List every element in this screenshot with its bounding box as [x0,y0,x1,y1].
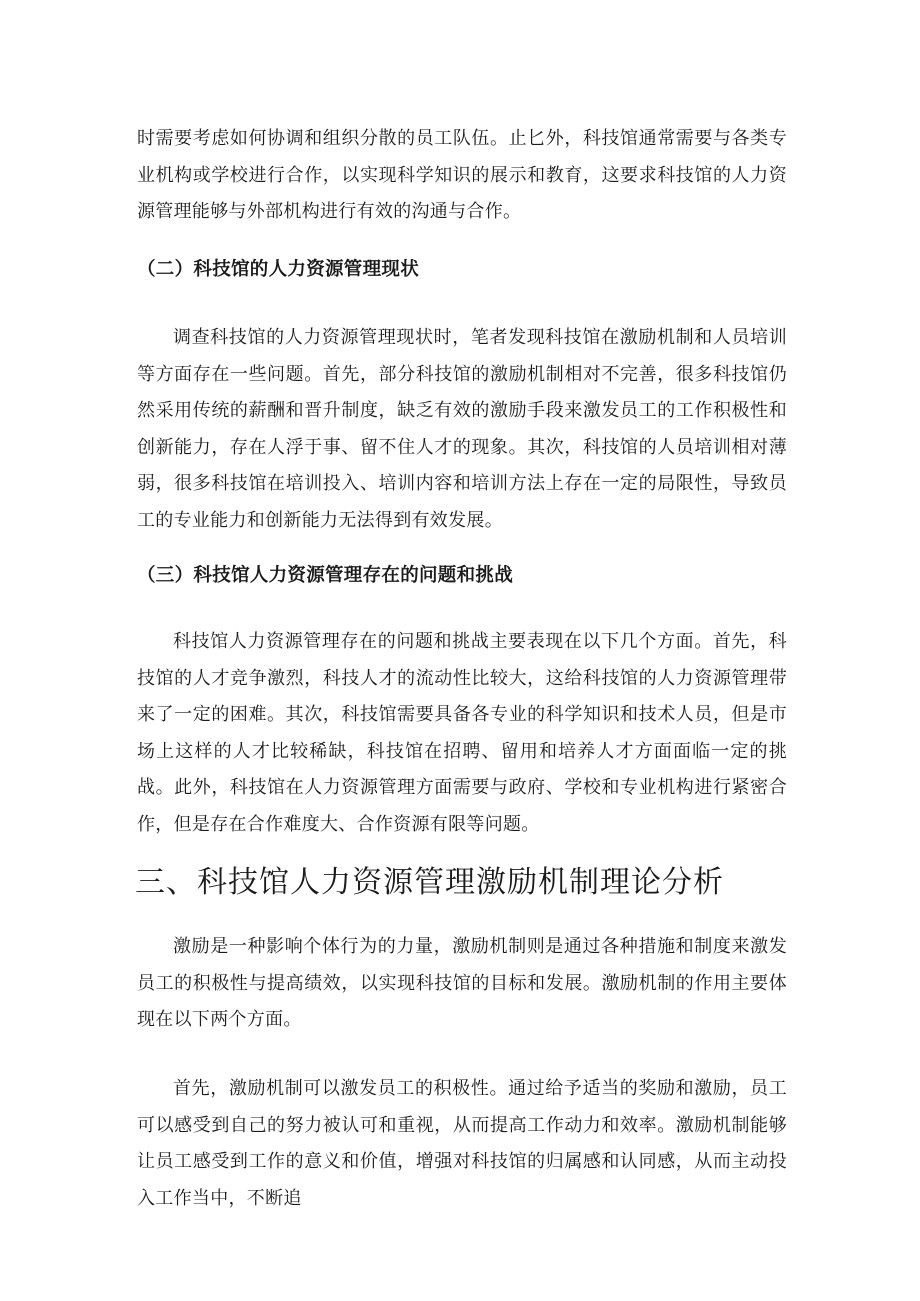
subheading-hr-status: （二）科技馆的人力资源管理现状 [137,259,420,280]
paragraph-hr-status: 调查科技馆的人力资源管理现状时，笔者发现科技馆在激励机制和人员培训等方面存在一些问题。首先，部分科技馆的激励机制相对不完善，很多科技馆仍然采用传统的薪酬和晋升制度，缺乏有效的激励手段来激发员工的工作积极性和创新能力，存在人浮于事、留不住人才的现象。其次，科技馆的人员培训相对薄弱，很多科技馆在培训投入、培训内容和培训方法上存在一定的局限性，导致员工的专业能力和创新能力无法得到有效发展。 [137,327,787,531]
paragraph-incentive-motivation: 首先，激励机制可以激发员工的积极性。通过给予适当的奖励和激励，员工可以感受到自己的努力被认可和重视，从而提高工作动力和效率。激励机制能够让员工感受到工作的意义和价值，增强对科技馆的归属感和认同感，从而主动投入工作当中，不断追 [137,1078,787,1209]
paragraph-hr-problems: 科技馆人力资源管理存在的问题和挑战主要表现在以下几个方面。首先，科技馆的人才竞争激烈，科技人才的流动性比较大，这给科技馆的人力资源管理带来了一定的困难。其次，科技馆需要具备各专业的科学知识和技术人员，但是市场上这样的人才比较稀缺，科技馆在招聘、留用和培养人才方面面临一定的挑战。此外，科技馆在人力资源管理方面需要与政府、学校和专业机构进行紧密合作，但是存在合作难度大、合作资源有限等问题。 [137,631,787,835]
section-title-incentive-theory: 三、科技馆人力资源管理激励机制理论分析 [135,865,724,900]
paragraph-cooperation: 时需要考虑如何协调和组织分散的员工队伍。止匕外，科技馆通常需要与各类专业机构或学校进行合作，以实现科学知识的展示和教育，这要求科技馆的人力资源管理能够与外部机构进行有效的沟通与合作。 [137,128,787,223]
subheading-hr-problems: （三）科技馆人力资源管理存在的问题和挑战 [137,565,514,586]
paragraph-incentive-definition: 激励是一种影响个体行为的力量，激励机制则是通过各种措施和制度来激发员工的积极性与提高绩效，以实现科技馆的目标和发展。激励机制的作用主要体现在以下两个方面。 [137,936,787,1031]
